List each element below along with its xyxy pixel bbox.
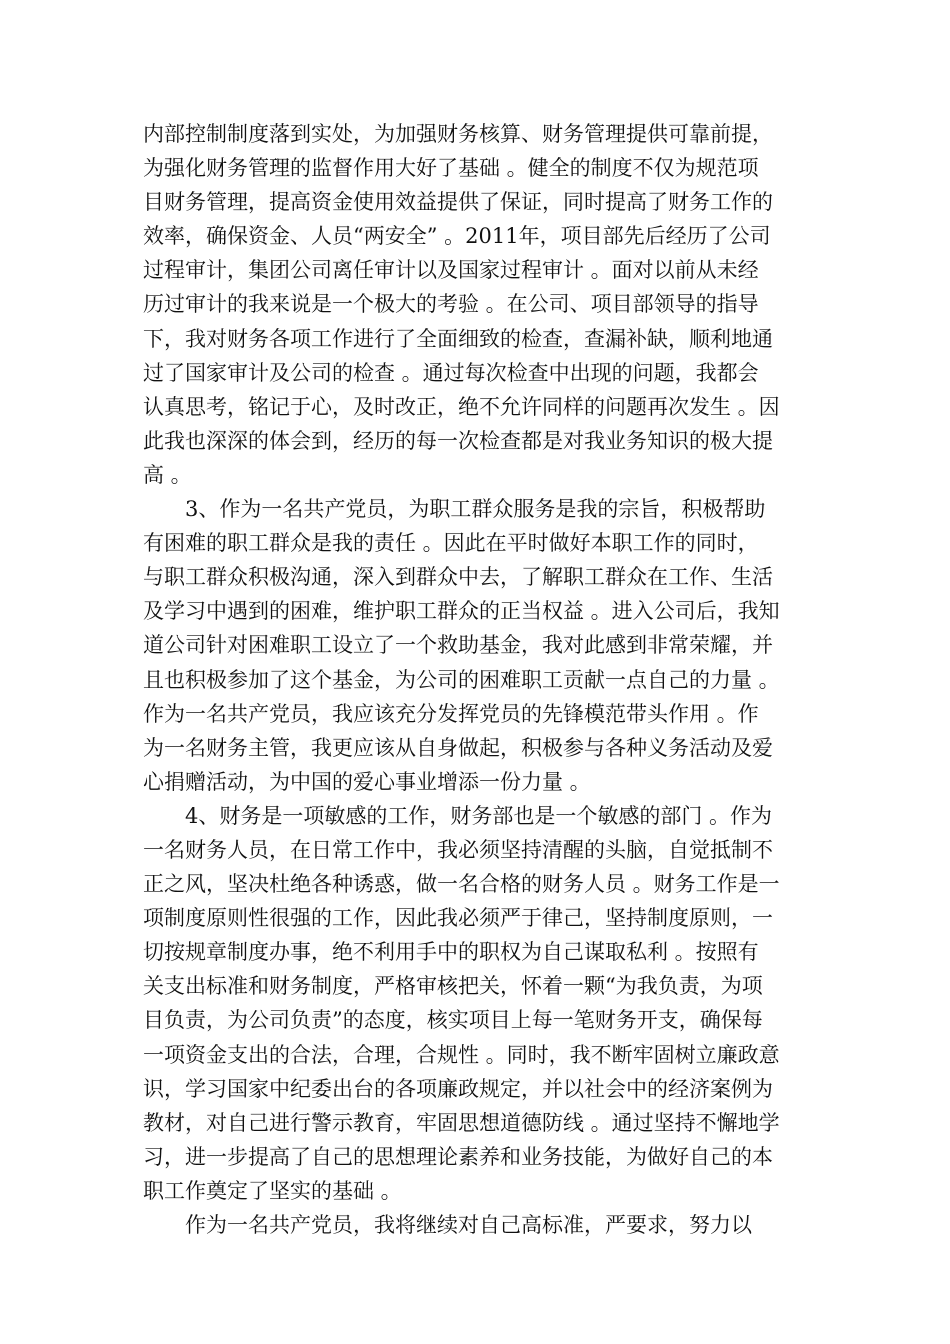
text-line: 与职工群众积极沟通，深入到群众中去，了解职工群众在工作、生活	[143, 565, 773, 590]
text-line: 为一名财务主管，我更应该从自身做起，积极参与各种义务活动及爱	[143, 735, 773, 760]
document-body	[143, 117, 813, 1242]
text-line: 下，我对财务各项工作进行了全面细致的检查，查漏补缺，顺利地通	[143, 326, 773, 351]
text-line: 历过审计的我来说是一个极大的考验 。在公司、项目部领导的指导	[143, 292, 759, 317]
text-line: 正之风，坚决杜绝各种诱惑，做一名合格的财务人员 。财务工作是一	[143, 872, 780, 897]
text-line: 高 。	[143, 462, 192, 487]
text-line: 识，学习国家中纪委出台的各项廉政规定，并以社会中的经济案例为	[143, 1076, 773, 1101]
text-line: 过了国家审计及公司的检查 。通过每次检查中出现的问题，我都会	[143, 360, 759, 385]
text-line: 及学习中遇到的困难，维护职工群众的正当权益 。进入公司后，我知	[143, 599, 780, 624]
text-line: 目负责，为公司负责”的态度，核实项目上每一笔财务开支，确保每	[143, 1008, 763, 1033]
paragraph-start-line: 作为一名共产党员，我将继续对自己高标准，严要求，努力以	[185, 1213, 752, 1237]
text-line: 作为一名共产党员，我应该充分发挥党员的先锋模范带头作用 。作	[143, 701, 759, 726]
text-line: 项制度原则性很强的工作，因此我必须严于律己，坚持制度原则，一	[143, 906, 773, 931]
text-line: 教材，对自己进行警示教育，牢固思想道德防线 。通过坚持不懈地学	[143, 1110, 780, 1135]
text-line: 效率，确保资金、人员“两安全” 。2011年，项目部先后经历了公司	[143, 224, 771, 249]
text-line: 职工作奠定了坚实的基础 。	[143, 1178, 402, 1203]
text-line: 过程审计，集团公司离任审计以及国家过程审计 。面对以前从未经	[143, 258, 759, 283]
text-line: 心捐赠活动，为中国的爱心事业增添一份力量 。	[143, 769, 591, 794]
text-line: 此我也深深的体会到，经历的每一次检查都是对我业务知识的极大提	[143, 428, 773, 453]
paragraph-start-line: 4、财务是一项敏感的工作，财务部也是一个敏感的部门 。作为	[185, 803, 773, 828]
text-line: 目财务管理，提高资金使用效益提供了保证，同时提高了财务工作的	[143, 190, 773, 215]
text-line: 内部控制制度落到实处，为加强财务核算、财务管理提供可靠前提，	[143, 122, 773, 146]
text-line: 为强化财务管理的监督作用大好了基础 。健全的制度不仅为规范项	[143, 156, 759, 181]
text-line: 一项资金支出的合法，合理，合规性 。同时，我不断牢固树立廉政意	[143, 1042, 780, 1067]
text-line: 一名财务人员，在日常工作中，我必须坚持清醒的头脑，自觉抵制不	[143, 837, 773, 862]
text-line: 且也积极参加了这个基金，为公司的困难职工贡献一点自己的力量 。	[143, 667, 780, 692]
paragraph-start-line: 3、作为一名共产党员，为职工群众服务是我的宗旨，积极帮助	[185, 497, 766, 522]
text-line: 有困难的职工群众是我的责任 。因此在平时做好本职工作的同时，	[143, 531, 759, 556]
text-line: 习，进一步提高了自己的思想理论素养和业务技能，为做好自己的本	[143, 1144, 773, 1169]
text-line: 认真思考，铭记于心，及时改正，绝不允许同样的问题再次发生 。因	[143, 394, 780, 419]
text-line: 道公司针对困难职工设立了一个救助基金，我对此感到非常荣耀，并	[143, 633, 773, 658]
text-line: 关支出标准和财务制度，严格审核把关，怀着一颗“为我负责，为项	[143, 974, 763, 999]
text-line: 切按规章制度办事，绝不利用手中的职权为自己谋取私利 。按照有	[143, 940, 759, 965]
